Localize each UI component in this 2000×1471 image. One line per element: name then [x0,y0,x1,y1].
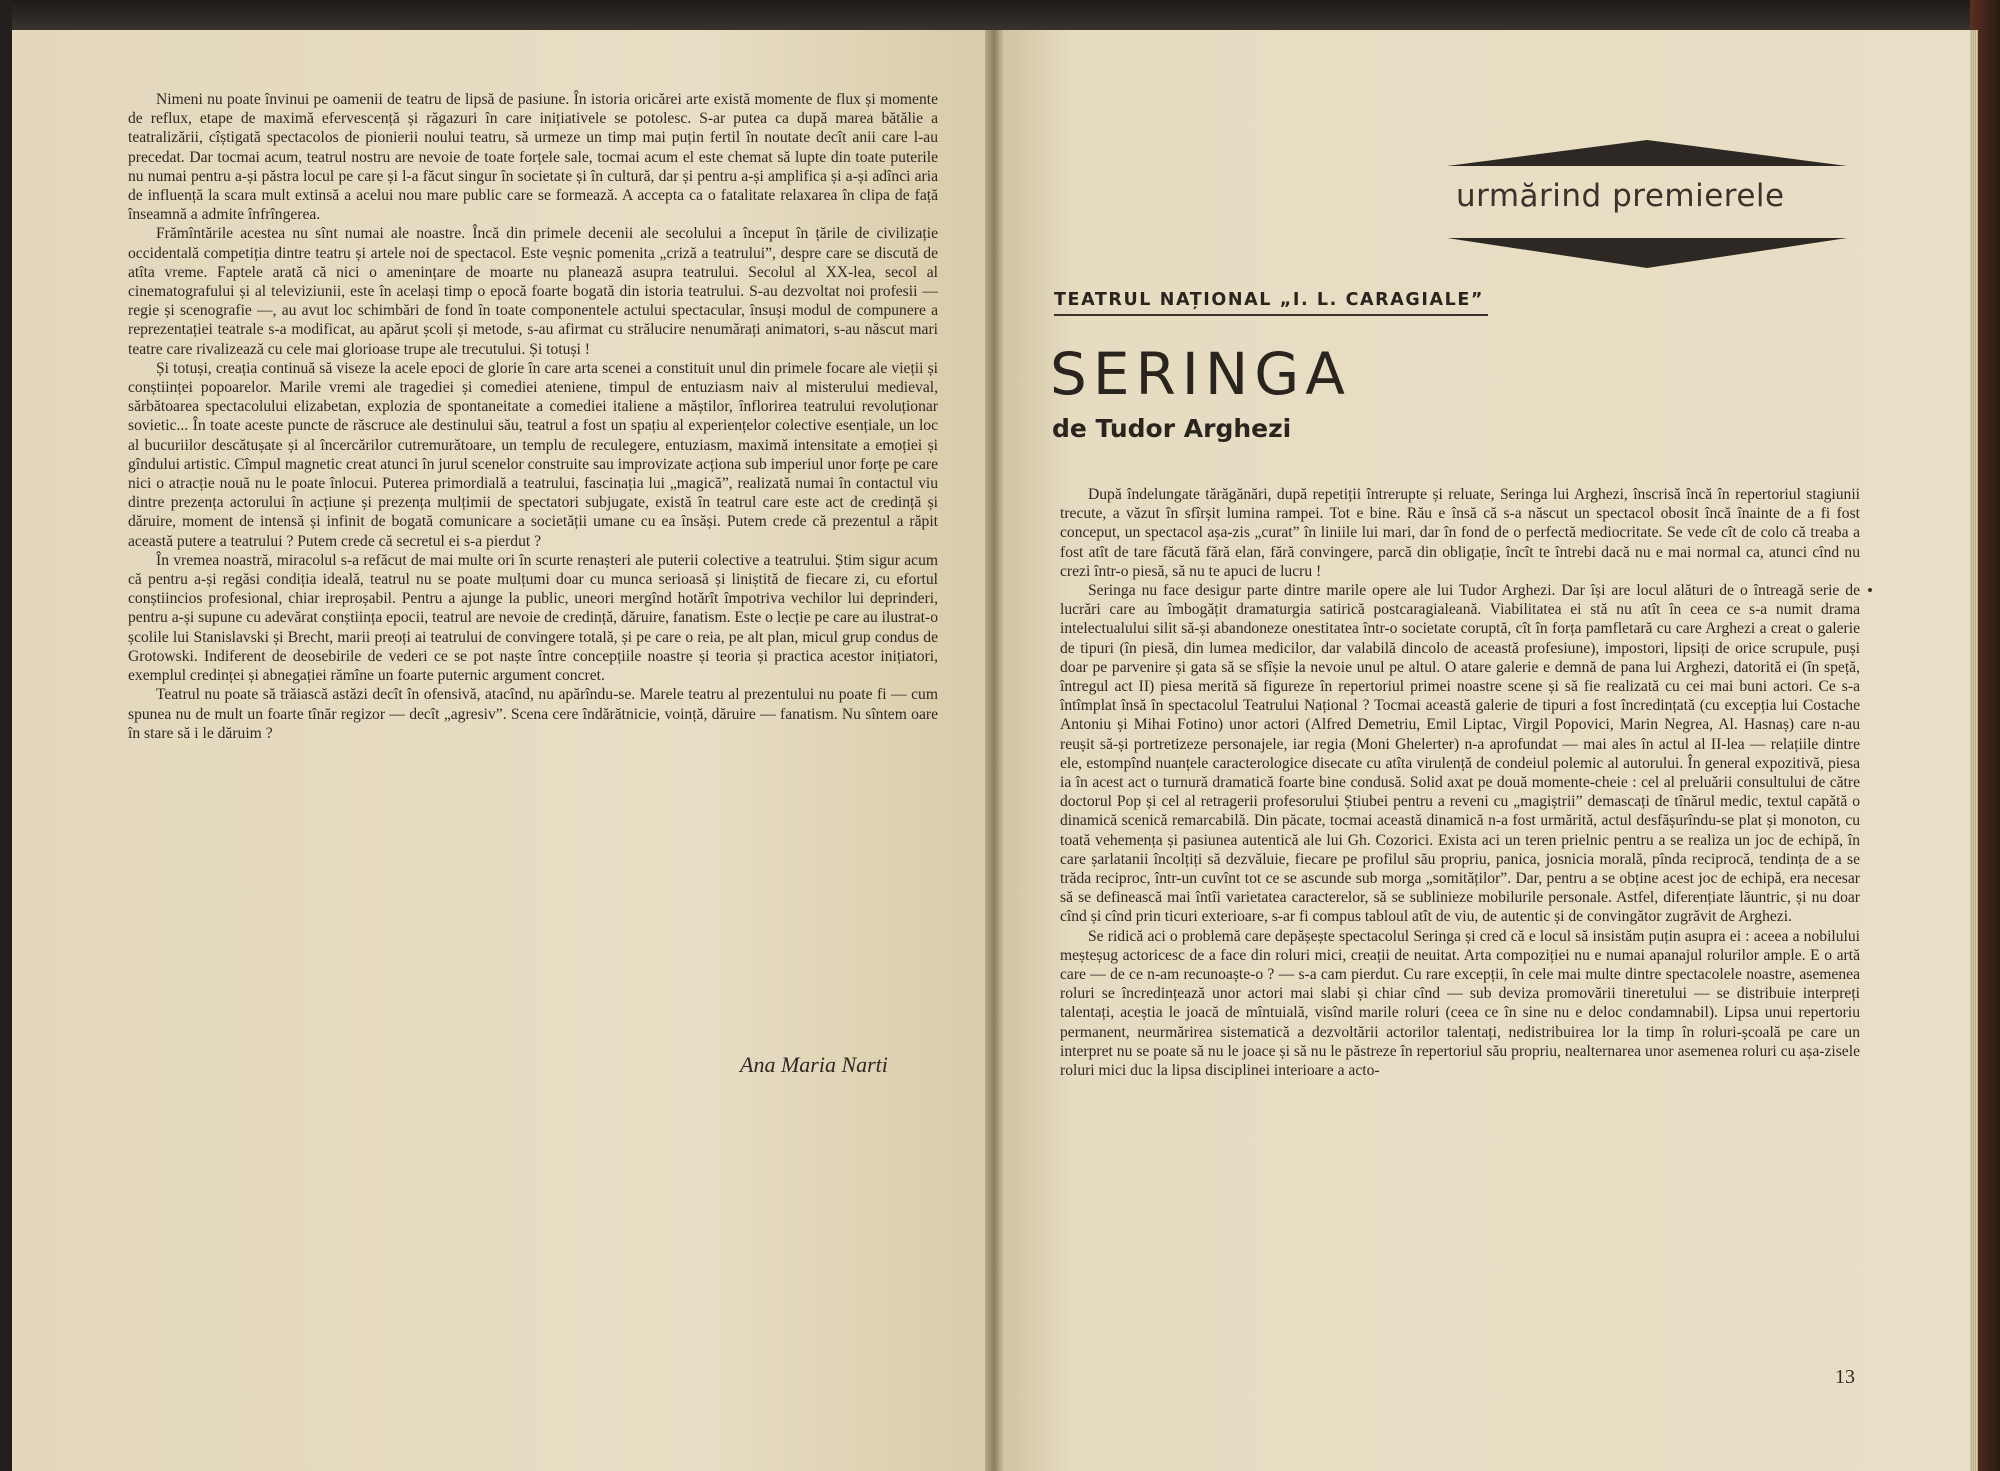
left-paragraph: Teatrul nu poate să trăiască astăzi decît în ofensivă, atacînd, nu apărîndu-se. Marele teatru al prezentului nu poate fi — cum spunea nu de mult un foarte tînăr regizor — decît „agresiv”. Scena cere îndărătnicie, voință, dăruire — fanatism. Nu sîntem oare în stare să i le dăruim ? [128,686,938,742]
author-signature: Ana Maria Narti [740,1052,888,1077]
page-gutter [985,30,1003,1471]
page-number: 13 [1835,1366,1855,1388]
right-paragraph: Seringa nu face desigur parte dintre marile opere ale lui Tudor Arghezi. Dar își are locul alături de o întreagă serie de lucrări care au îmbogățit dramaturgia satirică postcaragialeană. Viabilitatea ei stă nu atît în ceea ce s-a numit drama intelectualului silit să-și abandoneze onestitatea într-o societate coruptă, cît în forța pamfletară cu care Arghezi a creat o galerie de tipuri (în piesă, din lumea medicilor, dar valabilă dincolo de această profesiune), impostori, lipsiți de orice scrupule, puși doar pe parvenire și gata să se sfîșie la nevoie unul pe altul. O atare galerie e demnă de pana lui Arghezi, datorită ei (în speță, întregul act II) piesa merită să figureze în repertoriul primei noastre scene și să fie realizată cu cei mai buni actori. Ce s-a întîmplat însă în spectacolul Teatrului Național ? Tocmai această galerie de tipuri a fost încredințată (cu excepția lui Costache Antoniu și Mihai Fotino) unor actori (Alfred Demetriu, Emil Liptac, Virgil Popovici, Marin Negrea, Al. Hasnaș) care n-au reușit să-și portretizeze personajele, iar regia (Moni Ghelerter) n-a aprofundat — mai ales în actul al II-lea — relațiile dintre ele, estompînd nuanțele caracterologice disecate cu atîta virulență de condeiul polemic al autorului. În general expozitivă, piesa ia în acest act o turnură dramatică foarte bine condusă. Solid axat pe două momente-cheie : cel al preluării consultului de către doctorul Pop și cel al retragerii profesorului Știubei pentru a reveni cu „magiștrii” demascați de tînărul medic, textul capătă o dinamică scenică remarcabilă. Din păcate, tocmai această dinamică n-a fost urmărită, actul desfășurîndu-se plat și monoton, cu toată vehemența și pasiunea autentică ale lui Gh. Cozorici. Exista aci un teren prielnic pentru a se realiza un joc de echipă, în care șarlatanii încolțiți să dezvăluie, fiecare pe profilul său propriu, panica, josnicia morală, pînda reciprocă, tendința de a se trăda reciproc, într-un cuvînt tot ce se ascunde sub morga „somităților”. Dar, pentru a se obține acest joc de echipă, era necesar să se definească mai întîi varietatea caracterelor, să se sublinieze mobilurile personale. Astfel, diferențiate lăuntric, și nu doar cînd și cînd prin ticuri exterioare, s-ar fi compus tabloul atît de viu, de autentic și de convingător zugrăvit de Arghezi. [1060,582,1860,926]
section-banner-title: urmărind premierele [1456,178,1785,214]
book-cover-top-edge [0,0,2000,32]
theatre-name: TEATRUL NAȚIONAL „I. L. CARAGIALE” [1054,290,1485,310]
right-paragraph: Se ridică aci o problemă care depășește spectacolul Seringa și cred că e locul să insistăm puțin asupra ei : aceea a nobilului meșteșug actoricesc de a face din roluri mici, creații de neuitat. Arta compoziției nu e numai apanajul rolurilor ample. E o artă care — de ce n-am recunoaște-o ? — s-a cam pierdut. Cu rare excepții, în cele mai multe dintre spectacolele noastre, asemenea roluri se încredințează unor actori mai slabi și chiar cînd — sub deviza promovării tineretului — se distribuie interpreți talentați, aceștia le joacă de mîntuială, visînd marile roluri (ceea ce în sine nu e deloc condamnabil). Lipsa unui repertoriu permanent, neurmărirea sistematică a dezvoltării actorilor talentați, nedistribuirea lor la timp în roluri-școală pe care un interpret nu se poate să nu le joace și să nu le păstreze în repertoriul său propriu, nealternarea unor asemenea roluri cu așa-zisele roluri mici duc la lipsa disciplinei interioare a acto- [1060,927,1860,1080]
left-paragraph: În vremea noastră, miracolul s-a refăcut de mai multe ori în scurte renașteri ale puterii colective a teatrului. Știm sigur acum că pentru a-și regăsi condiția ideală, teatrul nu se poate mulțumi doar cu munca serioasă și liniștită de fiecare zi, cu efortul conștiincios profesional, chiar ireproșabil. Pentru a ajunge la public, uneori mergînd hotărît împotriva vechilor lui deprinderi, pentru a-și supune cu adevărat conștiința epocii, teatrul are nevoie de credință, dăruire, fanatism. Este o lecție pe care au ilustrat-o școlile lui Stanislavski și Brecht, marii preoți ai teatrului de convingere totală, și pe care o reia, pe alt plan, micul grup condus de Grotowski. Indiferent de deosebirile de vederi ce se pot naște între concepțiile noastre și teoria și practica acestor inițiatori, exemplul credinței și abnegației rămîne un foarte puternic argument concret. [128,551,938,685]
theatre-underline [1054,314,1488,316]
right-paragraph: După îndelungate tărăgănări, după repetiții întrerupte și reluate, Seringa lui Arghezi, înscrisă încă în repertoriul stagiunii trecute, a văzut în sfîrșit lumina rampei. Tot e bine. Rău e însă că s-a născut un spectacol obosit încă înainte de a fi fost conceput, un spectacol așa-zis „curat” în liniile lui mari, dar în fond de o perfectă mediocritate. Se vede cît de colo că treaba a fost atît de tare făcută fără elan, fără convingere, parcă din obligație, încît te întrebi dacă nu e mai normal ca, atunci cînd nu crezi într-o piesă, să nu te apuci de lucru ! [1060,486,1860,580]
left-article-text [128,90,938,743]
play-author: de Tudor Arghezi [1052,414,1292,443]
margin-mark [1868,588,1872,592]
left-paragraph: Nimeni nu poate învinui pe oamenii de teatru de lipsă de pasiune. În istoria oricărei arte există momente de flux și momente de reflux, etape de maximă efervescență și răgazuri în care inițiativele se potolesc. S-ar putea ca după marea bătălie a teatralizării, cîștigată spectacolos de pionierii noului teatru, să urmeze un timp mai puțin fertil în noutate decît anii care l-au precedat. Dar tocmai acum, teatrul nostru are nevoie de toate forțele sale, tocmai acum el este chemat să lupte din toate puterile nu numai pentru a-și păstra locul pe care și l-a făcut singur în societate și în cultură, dar și pentru a-și amplifica și a-și adînci aria de influență la scara mult extinsă a acelui nou mare public care se formează. A accepta ca o fatalitate relaxarea în clipa de față înseamnă a admite înfrîngerea. [128,91,938,224]
right-article-text [1060,485,1860,1080]
page-edges [1970,30,1978,1471]
left-paragraph: Și totuși, creația continuă să viseze la acele epoci de glorie în care arta scenei a constituit unul din primele focare ale vieții și conștiinței popoarelor. Marile vremi ale tragediei și comediei ateniene, timpul de entuziasm naiv al misterului medieval, sărbătoarea spectacolului elizabetan, explozia de spontaneitate a comediei italiene a măștilor, înflorirea teatrului revoluționar sovietic... În toate aceste puncte de răscruce ale destinului său, teatrul a fost un spațiu al experiențelor colective esențiale, un loc al bucuriilor descătușate și al încercărilor cutremurătoare, un templu de reculegere, entuziasm, maximă intensitate a emoției și gîndului artistic. Cîmpul magnetic creat atunci în jurul scenelor construite sau improvizate acționa sub imperiul unor forțe pe care nici o atracție nouă nu le poate înlocui. Puterea primordială a teatrului, fascinația lui „magică”, realizată numai în contactul viu dintre prezența actorului în acțiune și prezența mulțimii de spectatori subjugate, există în teatrul care este act de credință și dăruire, moment de intensă și infinit de bogată comunicare a societății umane cu ea însăși. Putem crede că prezentul a răpit această putere a teatrului ? Putem crede că secretul ei s-a pierdut ? [128,359,938,550]
book-cover-left-edge [0,0,12,1471]
left-paragraph: Frămîntările acestea nu sînt numai ale noastre. Încă din primele decenii ale secolului a început în țările de civilizație occidentală competiția dintre teatru și artele noi de spectacol. Este veșnic pomenita „criză a teatrului”, despre care se discută de atîta vreme. Faptele arată că nici o amenințare de moarte nu planează asupra teatrului. Secolul al XX-lea, secol al cinematografului și al televiziunii, este în același timp o epocă foarte bogată din istoria teatrului. S-au dezvoltat noi profesii — regie și scenografie —, au avut loc schimbări de fond în toate componentele actului spectacular, însuși modul de compunere a reprezentației teatrale s-a modificat, au apărut școli și metode, s-au afirmat cu strălucire nenumărați animatori, s-au născut mari teatre care rivalizează cu cele mai glorioase trupe ale trecutului. Și totuși ! [128,225,938,358]
play-title: SERINGA [1050,340,1351,408]
